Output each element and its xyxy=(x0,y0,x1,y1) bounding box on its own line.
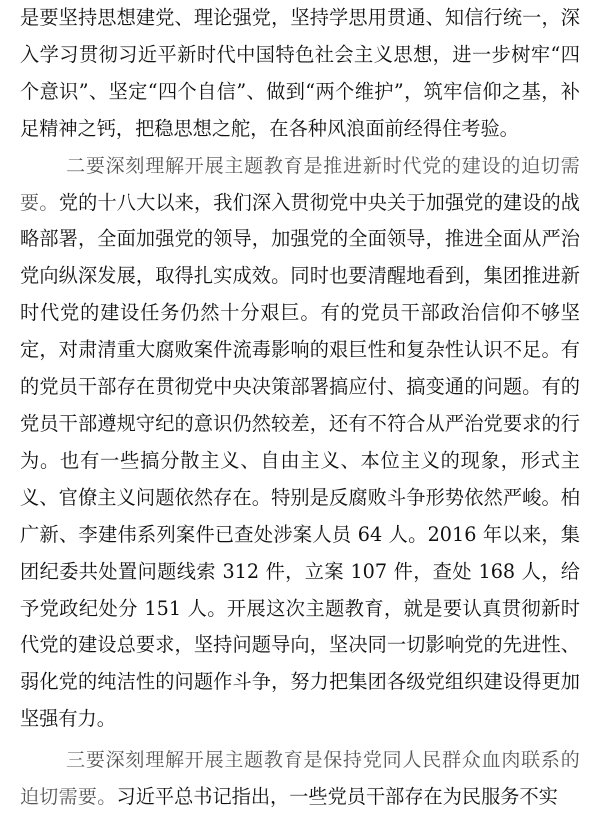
paragraph-2-heading: 二要深刻理解开展主题教育是推进新时代党的建设的迫切需要。 xyxy=(20,154,580,214)
paragraph-1-text: 是要坚持思想建党、理论强党，坚持学思用贯通、知信行统一，深入学习贯彻习近平新时代中国特色社会主义思想，进一步树牢“四个意识”、坚定“四个自信”、做到“两个维护”，筑牢信仰之基，补足精神之钙，把稳思想之舵，在各种风浪面前经得住考验。 xyxy=(20,6,580,140)
paragraph-1 xyxy=(20,0,580,148)
paragraph-2 xyxy=(20,148,580,739)
paragraph-3-body: 习近平总书记指出，一些党员干部存在为民服务不实 xyxy=(116,785,558,809)
paragraph-3 xyxy=(20,742,580,816)
paragraph-2-body: 党的十八大以来，我们深入贯彻党中央关于加强党的建设的战略部署，全面加强党的领导，加强党的全面领导，推进全面从严治党向纵深发展，取得扎实成效。同时也要清醒地看到，集团推进新时代党的建设任务仍然十分艰巨。有的党员干部政治信仰不够坚定，对肃清重大腐败案件流毒影响的艰巨性和复杂性认识不足。有的党员干部存在贯彻党中央决策部署搞应付、搞变通的问题。有的党员干部遵规守纪的意识仍然较差，还有不符合从严治党要求的行为。也有一些搞分散主义、自由主义、本位主义的现象，形式主义、官僚主义问题依然存在。特别是反腐败斗争形势依然严峻。柏广新、李建伟系列案件已查处涉案人员 64 人。2016 年以来，集团纪委共处置问题线索 312 件，立案 107 件，查处 168 人，给予党政纪处分 151 人。开展这次主题教育，就是要认真贯彻新时代党的建设总要求，坚持问题导向，坚决同一切影响党的先进性、弱化党的纯洁性的问题作斗争，努力把集团各级党组织建设得更加坚强有力。 xyxy=(20,190,580,731)
paragraph-3-heading: 三要深刻理解开展主题教育是保持党同人民群众血肉联系的迫切需要。 xyxy=(20,749,580,809)
